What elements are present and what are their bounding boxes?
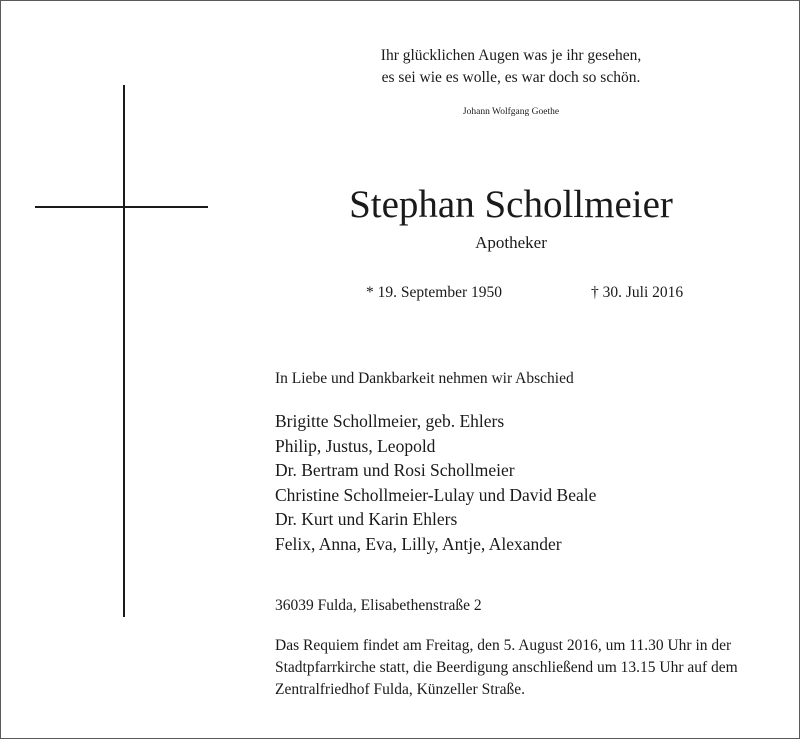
quote bbox=[301, 45, 721, 89]
mourner: Brigitte Schollmeier, geb. Ehlers bbox=[275, 411, 505, 431]
mourner: Dr. Bertram und Rosi Schollmeier bbox=[275, 460, 515, 480]
farewell-text: In Liebe und Dankbarkeit nehmen wir Abschied bbox=[275, 370, 574, 387]
quote-author: Johann Wolfgang Goethe bbox=[462, 107, 560, 117]
mourner: Philip, Justus, Leopold bbox=[275, 435, 436, 456]
mourner: Felix, Anna, Eva, Lilly, Antje, Alexander bbox=[275, 533, 562, 554]
cross-horizontal-bar bbox=[35, 206, 208, 208]
quote-line: Ihr glücklichen Augen was je ihr gesehen, bbox=[380, 47, 642, 64]
mourner: Christine Schollmeier-Lulay und David Beale bbox=[275, 484, 597, 505]
service-line: Das Requiem findet am Freitag, den 5. August 2016, um 11.30 Uhr in der bbox=[275, 637, 732, 654]
death-date: † 30. Juli 2016 bbox=[591, 284, 684, 301]
cross-vertical-bar bbox=[123, 85, 125, 617]
deceased-profession: Apotheker bbox=[475, 233, 547, 252]
service-line: Stadtpfarrkirche statt, die Beerdigung anschließend um 13.15 Uhr auf dem bbox=[275, 659, 738, 676]
mourners-list bbox=[275, 409, 596, 556]
birth-date: * 19. September 1950 bbox=[366, 284, 503, 301]
service-line: Zentralfriedhof Fulda, Künzeller Straße. bbox=[275, 681, 526, 698]
mourner: Dr. Kurt und Karin Ehlers bbox=[275, 509, 458, 529]
family-address: 36039 Fulda, Elisabethenstraße 2 bbox=[275, 597, 482, 614]
service-info bbox=[275, 635, 745, 701]
quote-line: es sei wie es wolle, es war doch so schön. bbox=[381, 69, 641, 86]
deceased-name: Stephan Schollmeier bbox=[349, 183, 673, 226]
